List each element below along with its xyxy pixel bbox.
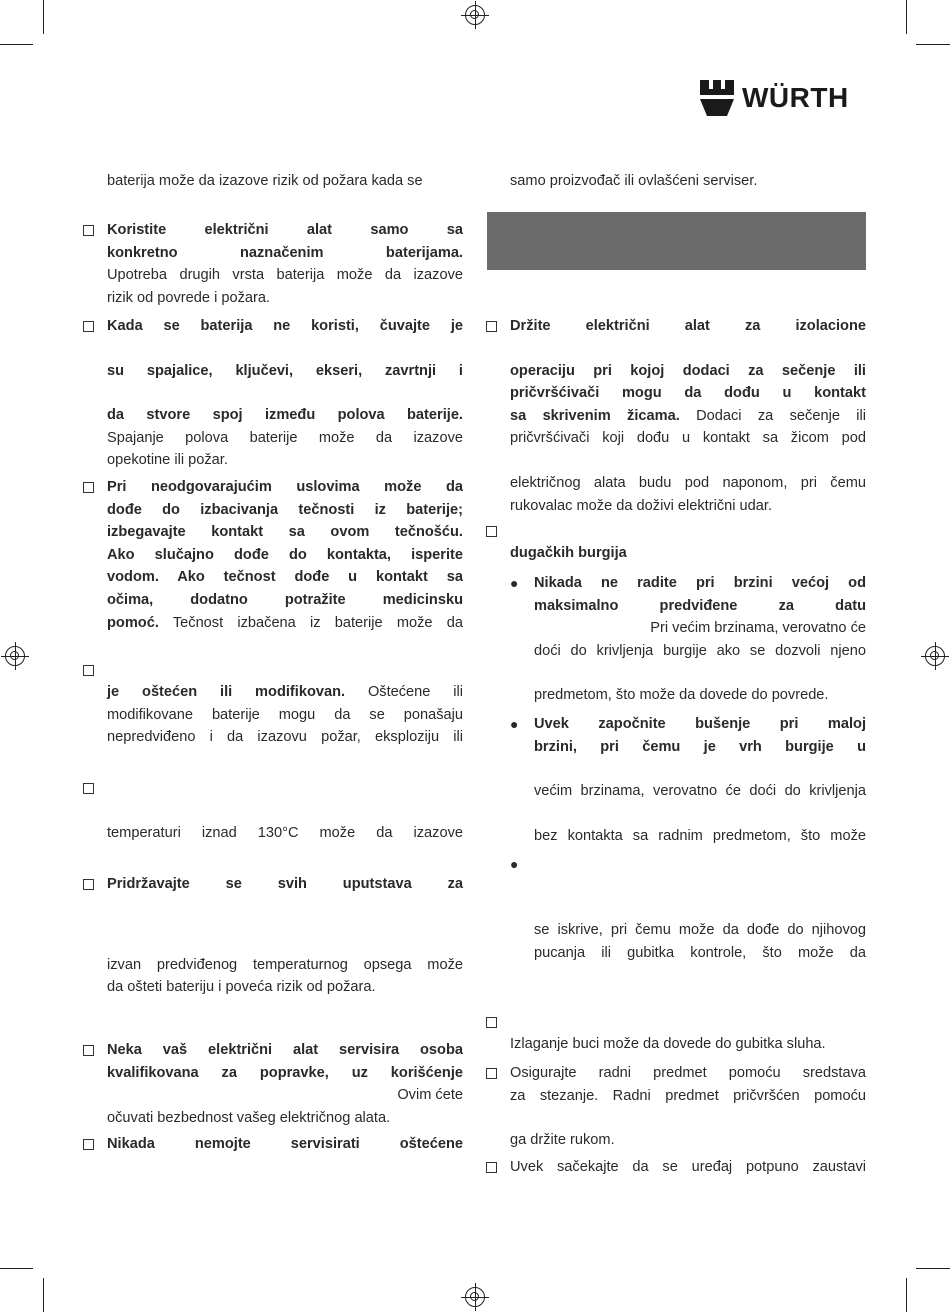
registration-mark-icon [465,1287,485,1307]
crop-mark [916,1268,950,1269]
list-item [107,1039,463,1129]
section-header-bar [487,212,866,270]
bullet-item [510,713,866,847]
crop-mark [0,44,33,45]
list-item [107,659,463,749]
body-text: pričvršćivači koji dođu u kontakt sa žicom pod [510,430,866,447]
bold-text: su spajalice, ključevi, ekseri, zavrtnji i [107,362,463,379]
body-text: ga držite rukom. [510,1132,615,1149]
bold-text: dugačkih burgija [510,545,627,561]
body-text: modifikovane baterije mogu da se ponašaju [107,706,463,723]
crop-mark [0,1268,33,1269]
body-text: većim brzinama, verovatno će doći do krivljenja [534,783,866,800]
text-line: samo proizvođač ili ovlašćeni serviser. [510,173,758,189]
body-text: Oštećene ili [367,684,463,700]
body-text: pucanja ili gubitka kontrole, što može da [534,944,866,961]
crop-mark [916,44,950,45]
list-item [510,1156,866,1179]
body-text: izvan predviđenog temperaturnog opsega može [107,956,463,973]
checkbox-square-icon [83,321,94,332]
checkbox-square-icon [486,1162,497,1173]
body-text: opekotine ili požar. [107,452,228,469]
list-item [107,1133,463,1156]
body-text: doći do krivljenja burgije ako se dozvoli njeno [534,642,866,659]
bold-text: Nikada ne radite pri brzini većoj od [534,575,866,591]
body-text: Dodaci za sečenje ili [696,407,866,424]
list-item [107,315,463,472]
body-text: temperaturi iznad 130°C može da izazove [107,825,463,841]
bold-text: Nikada nemojte servisirati oštećene [107,1136,463,1152]
body-text: nepredviđeno i da izazovu požar, eksploziju ili [107,729,463,746]
bold-text: kvalifikovana za popravke, uz korišćenje [107,1064,463,1081]
checkbox-square-icon [83,783,94,794]
checkbox-square-icon [83,665,94,676]
crop-mark [43,0,44,34]
checkbox-square-icon [83,1045,94,1056]
body-text: Upotreba drugih vrsta baterija može da izazove [107,267,463,284]
bold-text: izbegavajte kontakt sa ovom tečnošću. [107,524,463,541]
bold-text: Pri neodgovarajućim uslovima može da [107,479,463,495]
list-item [107,219,463,309]
bold-text: maksimalno predviđene za datu [534,597,866,614]
checkbox-square-icon [83,1139,94,1150]
list-item [107,873,463,999]
bold-text: Kada se baterija ne koristi, čuvajte je [107,318,463,334]
checkbox-square-icon [83,482,94,493]
registration-mark-icon [465,5,485,25]
list-item [107,777,463,845]
body-text: se iskrive, pri čemu može da dođe do njihovog [534,922,866,939]
body-text: očuvati bezbednost vašeg električnog alata. [107,1109,391,1126]
bold-text: konkretno naznačenim baterijama. [107,244,463,261]
bullet-dot-icon: ● [510,856,519,873]
bold-text: Pridržavajte se svih uputstava za [107,876,463,892]
bold-text: Uvek započnite bušenje pri maloj [534,715,866,732]
bullet-item [510,572,866,707]
bold-text: vodom. Ako tečnost dođe u kontakt sa [107,569,463,586]
body-text: bez kontakta sa radnim predmetom, što može [534,827,866,844]
body-text: za stezanje. Radni predmet pričvršćen pomoću [510,1087,866,1104]
checkbox-square-icon [486,526,497,537]
body-text: Spajanje polova baterije može da izazove [107,429,463,446]
bold-text: da stvore spoj između polova baterije. [107,407,463,424]
wurth-logo-icon [700,80,734,116]
checkbox-square-icon [83,225,94,236]
body-text: rukovalac može da doživi električni udar. [510,497,773,514]
text-line: baterija može da izazove rizik od požara kada se [107,173,423,189]
body-text: Uvek sačekajte da se uređaj potpuno zaustavi [510,1159,866,1175]
body-text: Osigurajte radni predmet pomoću sredstava [510,1065,866,1081]
registration-mark-icon [5,646,25,666]
bold-text: dođe do izbacivanja tečnosti iz baterije; [107,501,463,518]
bold-text: operaciju pri kojoj dodaci za sečenje ili [510,362,866,379]
body-text: Izlaganje buci može da dovede do gubitka sluha. [510,1036,826,1052]
bold-text: Ako slučajno dođe do kontakta, isperite [107,546,463,563]
list-item [107,476,463,634]
bullet-list [510,572,866,961]
body-text: rizik od povrede i požara. [107,289,271,306]
bold-text: je oštećen ili modifikovan. [107,684,346,700]
body-text: Pri većim brzinama, verovatno će [650,620,866,637]
wurth-logo [700,80,849,116]
checkbox-square-icon [486,1068,497,1079]
bullet-dot-icon: ● [510,715,519,732]
bold-text: Držite električni alat za izolacione [510,318,866,334]
logo-text: WÜRTH [742,82,849,113]
bold-text: pomoć. [107,614,159,631]
bullet-dot-icon: ● [510,575,519,591]
text-line [107,170,463,193]
body-text: Ovim ćete [397,1087,463,1104]
checkbox-square-icon [486,321,497,332]
bold-text: očima, dodatno potražite medicinsku [107,591,463,608]
registration-mark-icon [925,646,945,666]
list-item [510,1011,866,1056]
checkbox-square-icon [486,1017,497,1028]
crop-mark [43,1278,44,1312]
crop-mark [906,1278,907,1312]
text-line [510,170,866,193]
bold-text: Neka vaš električni alat servisira osoba [107,1042,463,1058]
body-text: predmetom, što može da dovede do povrede. [534,687,829,704]
crop-mark [906,0,907,34]
body-text: Tečnost izbačena iz baterije može da [172,614,463,631]
bullet-item [510,853,866,964]
list-item [510,1062,866,1152]
bold-text: pričvršćivači mogu da dođu u kontakt [510,385,866,402]
checkbox-square-icon [83,879,94,890]
bold-text: sa skrivenim žicama. [510,407,680,424]
list-item [510,520,866,565]
body-text: električnog alata budu pod naponom, pri čemu [510,474,866,491]
bold-text: Koristite električni alat samo sa [107,222,463,238]
list-item [510,315,866,517]
body-text: da ošteti bateriju i poveća rizik od požara. [107,979,376,996]
bold-text: brzini, pri čemu je vrh burgije u [534,738,866,755]
